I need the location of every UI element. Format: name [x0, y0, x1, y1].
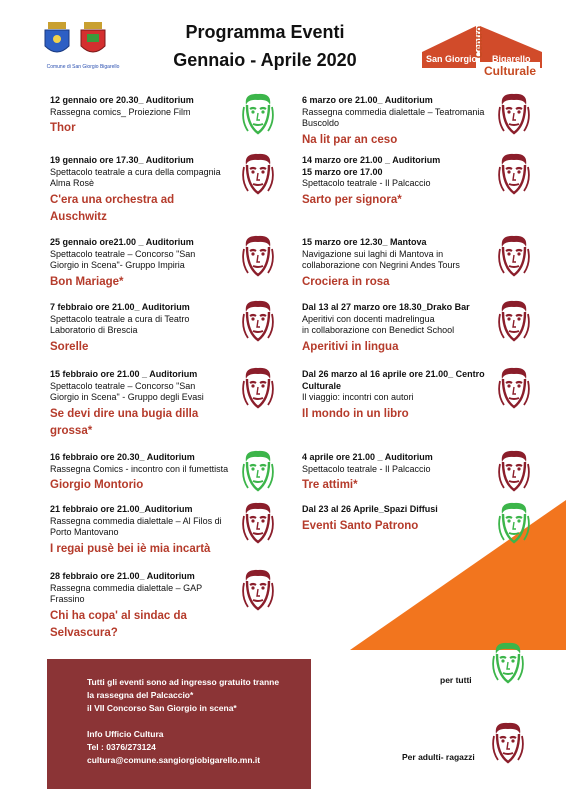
frida-portrait-icon	[494, 233, 534, 279]
event-description: collaborazione con Negrini Andes Tours	[302, 260, 460, 270]
logo-bigarello: Bigarello	[492, 54, 531, 64]
event-title-line: Se devi dire una bugia dilla	[50, 407, 199, 420]
event-date: 21 febbraio ore 21.00_Auditorium	[50, 504, 193, 514]
event-date: 4 aprile ore 21.00 _ Auditorium	[302, 452, 433, 462]
title-line-1: Programma Eventi	[185, 22, 345, 42]
frida-portrait-icon	[238, 233, 278, 279]
event-item	[302, 369, 492, 423]
crest-caption: Comune di San Giorgio Bigarello	[46, 64, 120, 70]
event-description: Porto Mantovano	[50, 527, 119, 537]
frida-portrait-icon	[494, 365, 534, 411]
event-date: 14 marzo ore 21.00 _ Auditorium	[302, 155, 441, 165]
info-phone: Tel : 0376/273124	[87, 742, 156, 752]
event-title	[302, 477, 492, 494]
event-title	[302, 132, 492, 149]
event-description: Buscoldo	[302, 118, 340, 128]
event-title-line: Na lit par an ceso	[302, 133, 398, 146]
event-title	[50, 339, 235, 356]
info-line: Tutti gli eventi sono ad ingresso gratuito tranne	[87, 677, 280, 687]
event-title	[50, 120, 235, 137]
event-description: Giorgio in Scena" - Gruppo degli Evasi	[50, 392, 204, 402]
event-item	[302, 155, 492, 209]
event-date: 19 gennaio ore 17.30_ Auditorium	[50, 155, 194, 165]
frida-portrait-icon	[238, 500, 278, 546]
event-title	[50, 192, 235, 226]
frida-portrait-icon	[488, 640, 528, 686]
event-date: 25 gennaio ore21.00 _ Auditorium	[50, 237, 194, 247]
event-item	[50, 95, 235, 137]
event-title-line: Bon Mariage*	[50, 275, 124, 288]
event-description: Aperitivi con docenti madrelingua	[302, 313, 435, 324]
title-line-2: Gennaio - Aprile 2020	[173, 50, 357, 70]
frida-portrait-icon	[494, 151, 534, 197]
frida-portrait-icon	[488, 720, 528, 766]
event-title	[302, 406, 492, 423]
event-item	[302, 504, 492, 535]
event-item	[302, 237, 492, 291]
event-description: Giorgio in Scena"- Gruppo Impiria	[50, 260, 185, 270]
event-item	[302, 452, 492, 494]
event-title	[50, 541, 235, 558]
frida-portrait-icon	[494, 500, 534, 546]
event-item	[50, 369, 235, 440]
event-description: in collaborazione con Benedict School	[302, 325, 455, 335]
logo-culturale: Culturale	[484, 64, 537, 78]
event-title-line: Chi ha copa' al sindac da	[50, 609, 187, 622]
event-title	[50, 608, 235, 642]
event-title-line: grossa*	[50, 424, 93, 437]
event-title	[302, 274, 492, 291]
event-description: Frassino	[50, 594, 85, 604]
event-title-line: Thor	[50, 122, 76, 134]
event-title	[50, 274, 235, 291]
crest-shield-icon	[42, 20, 72, 60]
event-title-line: Sorelle	[50, 340, 89, 353]
frida-portrait-icon	[238, 91, 278, 137]
legend-per-tutti: per tutti	[440, 675, 472, 685]
event-title-line: Selvascura?	[50, 626, 118, 639]
event-title-line: Giorgio Montorio	[50, 479, 144, 491]
info-box	[47, 659, 311, 789]
event-title	[302, 518, 492, 535]
event-item	[302, 302, 492, 356]
event-title	[50, 406, 235, 440]
event-title-line: Eventi Santo Patrono	[302, 519, 419, 532]
event-description: Spettacolo teatrale a cura della compagnia	[50, 166, 221, 177]
event-description: Navigazione sui laghi di Mantova in	[302, 248, 444, 259]
info-line: il VII Concorso San Giorgio in scena*	[87, 703, 237, 713]
event-description: 15 marzo ore 17.00	[302, 166, 383, 177]
event-date: 12 gennaio ore 20.30_ Auditorium	[50, 95, 194, 105]
frida-portrait-icon	[238, 567, 278, 613]
event-date: 6 marzo ore 21.00_ Auditorium	[302, 95, 433, 105]
event-date: 15 febbraio ore 21.00 _ Auditorium	[50, 369, 198, 379]
event-title-line: Aperitivi in lingua	[302, 340, 399, 353]
event-description: Rassegna commedia dialettale – Teatromania	[302, 106, 485, 117]
info-line: la rassegna del Palcaccio*	[87, 690, 194, 700]
event-description: Alma Rosè	[50, 178, 95, 188]
event-item	[50, 237, 235, 291]
event-description: Rassegna Comics - incontro con il fumettista	[50, 463, 229, 474]
event-item	[50, 452, 235, 494]
event-title-line: I regai pusè bei iè mia incartà	[50, 542, 211, 555]
event-description: Rassegna commedia dialettale – GAP	[50, 582, 203, 593]
event-item	[50, 155, 235, 226]
event-date: Dal 13 al 27 marzo ore 18.30_Drako Bar	[302, 302, 470, 312]
event-description: Spettacolo teatrale – Concorso "San	[50, 380, 196, 391]
event-title-line: Crociera in rosa	[302, 275, 390, 288]
event-item	[50, 302, 235, 356]
frida-portrait-icon	[238, 448, 278, 494]
frida-portrait-icon	[494, 448, 534, 494]
event-date: 7 febbraio ore 21.00_ Auditorium	[50, 302, 190, 312]
event-description: Spettacolo teatrale a cura di Teatro	[50, 313, 190, 324]
logo-centro: Centro	[474, 26, 485, 59]
event-date: 16 febbraio ore 20.30_ Auditorium	[50, 452, 195, 462]
frida-portrait-icon	[238, 298, 278, 344]
municipal-crests	[38, 20, 118, 80]
event-date: Dal 23 al 26 Aprile_Spazi Diffusi	[302, 504, 438, 514]
crest-shield-icon	[78, 20, 108, 60]
event-description: Rassegna comics_ Proiezione Film	[50, 106, 191, 117]
legend-per-adulti: Per adulti- ragazzi	[402, 752, 475, 762]
event-title-line: C'era una orchestra ad	[50, 193, 175, 206]
event-title-line: Sarto per signora*	[302, 193, 402, 206]
event-date: Dal 26 marzo al 16 aprile ore 21.00_ Centro	[302, 369, 485, 379]
logo-san-giorgio: San Giorgio	[426, 54, 478, 64]
event-title-line: Auschwitz	[50, 210, 107, 223]
event-item	[302, 95, 492, 149]
event-title-line: Tre attimi*	[302, 479, 358, 491]
event-title-line: Il mondo in un libro	[302, 407, 409, 420]
event-title	[50, 477, 235, 494]
event-description: Rassegna commedia dialettale – Al Filos di	[50, 515, 222, 526]
frida-portrait-icon	[238, 151, 278, 197]
event-title	[302, 192, 492, 209]
event-item	[50, 504, 235, 558]
event-title	[302, 339, 492, 356]
event-description: Spettacolo teatrale – Concorso "San	[50, 248, 196, 259]
page-title	[150, 18, 380, 74]
event-description: Il viaggio: incontri con autori	[302, 392, 414, 402]
event-description: Spettacolo teatrale - Il Palcaccio	[302, 463, 431, 474]
event-description: Spettacolo teatrale - Il Palcaccio	[302, 178, 431, 188]
centro-culturale-logo	[422, 18, 544, 82]
event-item	[50, 571, 235, 642]
frida-portrait-icon	[238, 365, 278, 411]
event-description: Culturale	[302, 380, 342, 391]
frida-portrait-icon	[494, 91, 534, 137]
frida-portrait-icon	[494, 298, 534, 344]
info-email: cultura@comune.sangiorgiobigarello.mn.it	[87, 755, 261, 765]
event-date: 28 febbraio ore 21.00_ Auditorium	[50, 571, 195, 581]
event-date: 15 marzo ore 12.30_ Mantova	[302, 237, 427, 247]
event-description: Laboratorio di Brescia	[50, 325, 138, 335]
info-office: Info Ufficio Cultura	[87, 729, 164, 739]
